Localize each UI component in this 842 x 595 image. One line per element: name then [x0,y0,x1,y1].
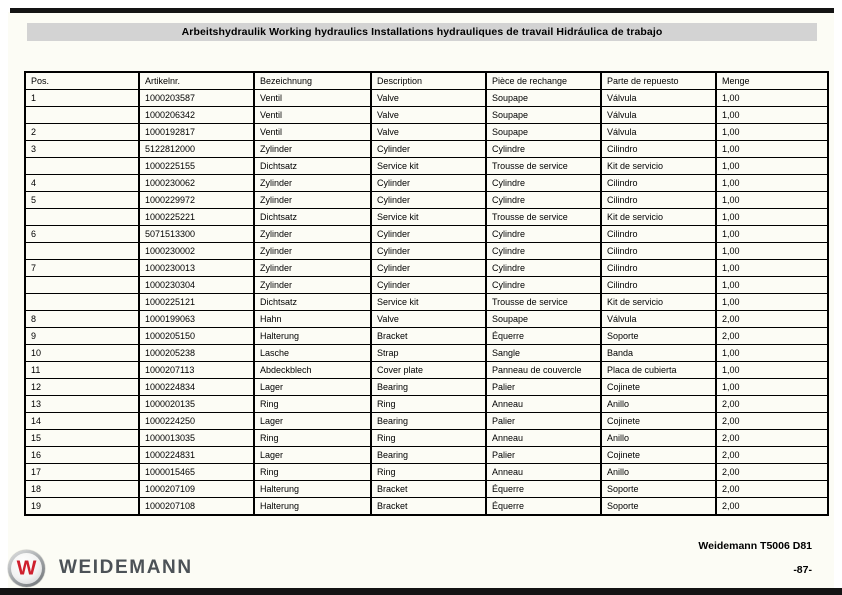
table-row [25,192,828,209]
cell-description: Cylinder [371,277,486,294]
cell-piece-de-rechange: Soupape [486,107,601,124]
cell-artikelnr: 1000015465 [139,464,254,481]
cell-artikelnr: 5122812000 [139,141,254,158]
cell-pos: 1 [25,90,139,107]
cell-pos: 3 [25,141,139,158]
cell-pos: 7 [25,260,139,277]
cell-parte-de-repuesto: Anillo [601,396,716,413]
cell-pos: 6 [25,226,139,243]
column-header-bezeichnung: Bezeichnung [254,72,371,90]
cell-artikelnr: 1000206342 [139,107,254,124]
cell-piece-de-rechange: Anneau [486,464,601,481]
cell-description: Service kit [371,209,486,226]
cell-bezeichnung: Dichtsatz [254,158,371,175]
table-row [25,294,828,311]
cell-parte-de-repuesto: Cilindro [601,226,716,243]
table-row [25,311,828,328]
cell-parte-de-repuesto: Soporte [601,328,716,345]
cell-parte-de-repuesto: Cilindro [601,175,716,192]
cell-bezeichnung: Zylinder [254,226,371,243]
table-row [25,107,828,124]
cell-parte-de-repuesto: Válvula [601,107,716,124]
cell-menge: 2,00 [716,328,828,345]
cell-description: Valve [371,311,486,328]
table-row [25,90,828,107]
cell-piece-de-rechange: Sangle [486,345,601,362]
cell-piece-de-rechange: Cylindre [486,277,601,294]
cell-pos [25,107,139,124]
page-number: -87- [793,564,812,576]
cell-artikelnr: 1000192817 [139,124,254,141]
cell-piece-de-rechange: Anneau [486,430,601,447]
machine-model-label: Weidemann T5006 D81 [698,540,812,552]
table-row [25,481,828,498]
cell-pos: 14 [25,413,139,430]
cell-bezeichnung: Halterung [254,498,371,516]
table-row [25,345,828,362]
cell-description: Bearing [371,413,486,430]
cell-parte-de-repuesto: Cilindro [601,141,716,158]
table-row [25,430,828,447]
cell-description: Bracket [371,328,486,345]
cell-parte-de-repuesto: Válvula [601,124,716,141]
cell-artikelnr: 1000013035 [139,430,254,447]
cell-bezeichnung: Dichtsatz [254,209,371,226]
cell-artikelnr: 1000225155 [139,158,254,175]
cell-artikelnr: 1000230304 [139,277,254,294]
cell-bezeichnung: Ventil [254,90,371,107]
cell-menge: 1,00 [716,141,828,158]
cell-menge: 1,00 [716,107,828,124]
cell-bezeichnung: Zylinder [254,243,371,260]
cell-artikelnr: 1000207109 [139,481,254,498]
cell-pos: 9 [25,328,139,345]
column-header-pos: Pos. [31,76,50,86]
document-title-bar [27,23,817,41]
cell-description: Ring [371,464,486,481]
parts-table [24,71,829,516]
cell-menge: 2,00 [716,447,828,464]
cell-pos [25,294,139,311]
cell-parte-de-repuesto: Cilindro [601,277,716,294]
brand-wordmark: WEIDEMANN [59,557,193,578]
cell-bezeichnung: Dichtsatz [254,294,371,311]
cell-artikelnr: 1000225121 [139,294,254,311]
column-header-artikelnr: Artikelnr. [139,72,254,90]
cell-artikelnr: 1000207113 [139,362,254,379]
cell-description: Ring [371,396,486,413]
cell-bezeichnung: Ventil [254,124,371,141]
cell-parte-de-repuesto: Cilindro [601,192,716,209]
cell-artikelnr: 1000224834 [139,379,254,396]
cell-menge: 2,00 [716,464,828,481]
cell-piece-de-rechange: Trousse de service [486,294,601,311]
cell-menge: 2,00 [716,498,828,516]
cell-artikelnr: 1000207108 [139,498,254,516]
footer-info [698,540,812,576]
logo-inner-disc [11,553,42,584]
cell-description: Bracket [371,481,486,498]
cell-description: Cylinder [371,175,486,192]
cell-pos [25,158,139,175]
cell-bezeichnung: Ring [254,464,371,481]
cell-pos: 10 [25,345,139,362]
cell-artikelnr: 1000225221 [139,209,254,226]
cell-piece-de-rechange: Soupape [486,90,601,107]
weidemann-logo-icon [8,550,45,587]
cell-bezeichnung: Hahn [254,311,371,328]
cell-bezeichnung: Zylinder [254,192,371,209]
cell-pos [25,243,139,260]
cell-menge: 2,00 [716,481,828,498]
cell-pos: 15 [25,430,139,447]
cell-menge: 1,00 [716,158,828,175]
cell-pos [25,277,139,294]
cell-artikelnr: 1000205238 [139,345,254,362]
cell-menge: 1,00 [716,243,828,260]
table-row [25,277,828,294]
table-row [25,141,828,158]
cell-parte-de-repuesto: Kit de servicio [601,209,716,226]
cell-piece-de-rechange: Cylindre [486,226,601,243]
parts-table-header [25,72,828,90]
cell-bezeichnung: Halterung [254,328,371,345]
table-header-row [25,72,828,90]
cell-description: Valve [371,107,486,124]
column-header-description: Description [371,72,486,90]
column-header-menge: Menge [716,72,828,90]
logo-w-letter: W [16,557,37,579]
table-row [25,328,828,345]
cell-bezeichnung: Ring [254,430,371,447]
cell-pos: 11 [25,362,139,379]
cell-artikelnr: 1000230013 [139,260,254,277]
cell-pos: 16 [25,447,139,464]
cell-piece-de-rechange: Soupape [486,311,601,328]
cell-menge: 1,00 [716,124,828,141]
scan-edge-bottom [0,588,842,595]
cell-artikelnr: 1000229972 [139,192,254,209]
cell-description: Service kit [371,294,486,311]
cell-parte-de-repuesto: Cilindro [601,260,716,277]
cell-artikelnr: 1000205150 [139,328,254,345]
cell-pos: 17 [25,464,139,481]
cell-menge: 2,00 [716,430,828,447]
cell-piece-de-rechange: Anneau [486,396,601,413]
cell-bezeichnung: Zylinder [254,277,371,294]
cell-bezeichnung: Halterung [254,481,371,498]
cell-parte-de-repuesto: Cojinete [601,379,716,396]
cell-description: Cover plate [371,362,486,379]
cell-artikelnr: 1000224831 [139,447,254,464]
table-row [25,464,828,481]
cell-menge: 1,00 [716,260,828,277]
cell-description: Bracket [371,498,486,516]
cell-pos: 2 [25,124,139,141]
parts-table-body [25,90,828,516]
cell-parte-de-repuesto: Anillo [601,464,716,481]
cell-bezeichnung: Lager [254,413,371,430]
cell-piece-de-rechange: Cylindre [486,260,601,277]
cell-piece-de-rechange: Cylindre [486,175,601,192]
cell-bezeichnung: Lager [254,379,371,396]
table-row [25,379,828,396]
cell-parte-de-repuesto: Kit de servicio [601,294,716,311]
cell-description: Cylinder [371,141,486,158]
cell-bezeichnung: Lasche [254,345,371,362]
cell-menge: 1,00 [716,209,828,226]
cell-description: Valve [371,124,486,141]
cell-pos: 5 [25,192,139,209]
table-row [25,498,828,516]
cell-pos: 13 [25,396,139,413]
cell-artikelnr: 1000230062 [139,175,254,192]
page-title: Arbeitshydraulik Working hydraulics Installations hydrauliques de travail Hidráulica de trabajo [181,26,663,38]
cell-description: Bearing [371,379,486,396]
cell-menge: 2,00 [716,311,828,328]
cell-description: Service kit [371,158,486,175]
cell-menge: 1,00 [716,175,828,192]
cell-piece-de-rechange: Cylindre [486,192,601,209]
cell-pos: 19 [25,498,139,516]
cell-artikelnr: 1000199063 [139,311,254,328]
cell-artikelnr: 5071513300 [139,226,254,243]
scan-edge-top [10,8,834,13]
table-row [25,396,828,413]
cell-description: Cylinder [371,243,486,260]
cell-artikelnr: 1000020135 [139,396,254,413]
cell-piece-de-rechange: Soupape [486,124,601,141]
table-row [25,226,828,243]
cell-pos: 18 [25,481,139,498]
cell-parte-de-repuesto: Válvula [601,311,716,328]
cell-piece-de-rechange: Palier [486,447,601,464]
table-row [25,362,828,379]
cell-pos: 4 [25,175,139,192]
cell-parte-de-repuesto: Anillo [601,430,716,447]
cell-menge: 1,00 [716,192,828,209]
cell-description: Bearing [371,447,486,464]
cell-bezeichnung: Lager [254,447,371,464]
table-row [25,175,828,192]
cell-parte-de-repuesto: Válvula [601,90,716,107]
cell-bezeichnung: Ring [254,396,371,413]
table-row [25,260,828,277]
cell-description: Cylinder [371,226,486,243]
table-row [25,158,828,175]
table-row [25,243,828,260]
cell-piece-de-rechange: Trousse de service [486,158,601,175]
cell-description: Cylinder [371,260,486,277]
cell-piece-de-rechange: Cylindre [486,141,601,158]
cell-description: Valve [371,90,486,107]
cell-menge: 1,00 [716,345,828,362]
cell-menge: 1,00 [716,379,828,396]
cell-menge: 1,00 [716,294,828,311]
cell-artikelnr: 1000203587 [139,90,254,107]
cell-description: Strap [371,345,486,362]
cell-description: Ring [371,430,486,447]
cell-menge: 2,00 [716,413,828,430]
cell-piece-de-rechange: Trousse de service [486,209,601,226]
cell-menge: 1,00 [716,277,828,294]
column-header-parte-de-repuesto: Parte de repuesto [601,72,716,90]
cell-piece-de-rechange: Palier [486,379,601,396]
footer-brand [8,548,193,588]
cell-menge: 2,00 [716,396,828,413]
table-row [25,124,828,141]
cell-bezeichnung: Ventil [254,107,371,124]
cell-piece-de-rechange: Palier [486,413,601,430]
cell-bezeichnung: Zylinder [254,260,371,277]
table-row [25,447,828,464]
cell-bezeichnung: Abdeckblech [254,362,371,379]
cell-pos: 8 [25,311,139,328]
cell-piece-de-rechange: Cylindre [486,243,601,260]
cell-description: Cylinder [371,192,486,209]
column-header-piece-de-rechange: Pièce de rechange [486,72,601,90]
cell-piece-de-rechange: Équerre [486,328,601,345]
cell-pos: 12 [25,379,139,396]
cell-parte-de-repuesto: Kit de servicio [601,158,716,175]
cell-parte-de-repuesto: Cojinete [601,447,716,464]
cell-menge: 1,00 [716,90,828,107]
cell-artikelnr: 1000224250 [139,413,254,430]
cell-parte-de-repuesto: Placa de cubierta [601,362,716,379]
cell-parte-de-repuesto: Soporte [601,481,716,498]
cell-parte-de-repuesto: Cilindro [601,243,716,260]
cell-piece-de-rechange: Équerre [486,481,601,498]
cell-parte-de-repuesto: Soporte [601,498,716,516]
cell-pos [25,209,139,226]
cell-piece-de-rechange: Panneau de couvercle [486,362,601,379]
table-row [25,413,828,430]
cell-piece-de-rechange: Équerre [486,498,601,516]
cell-parte-de-repuesto: Cojinete [601,413,716,430]
cell-bezeichnung: Zylinder [254,141,371,158]
cell-menge: 1,00 [716,226,828,243]
cell-parte-de-repuesto: Banda [601,345,716,362]
cell-menge: 1,00 [716,362,828,379]
table-row [25,209,828,226]
cell-bezeichnung: Zylinder [254,175,371,192]
cell-artikelnr: 1000230002 [139,243,254,260]
